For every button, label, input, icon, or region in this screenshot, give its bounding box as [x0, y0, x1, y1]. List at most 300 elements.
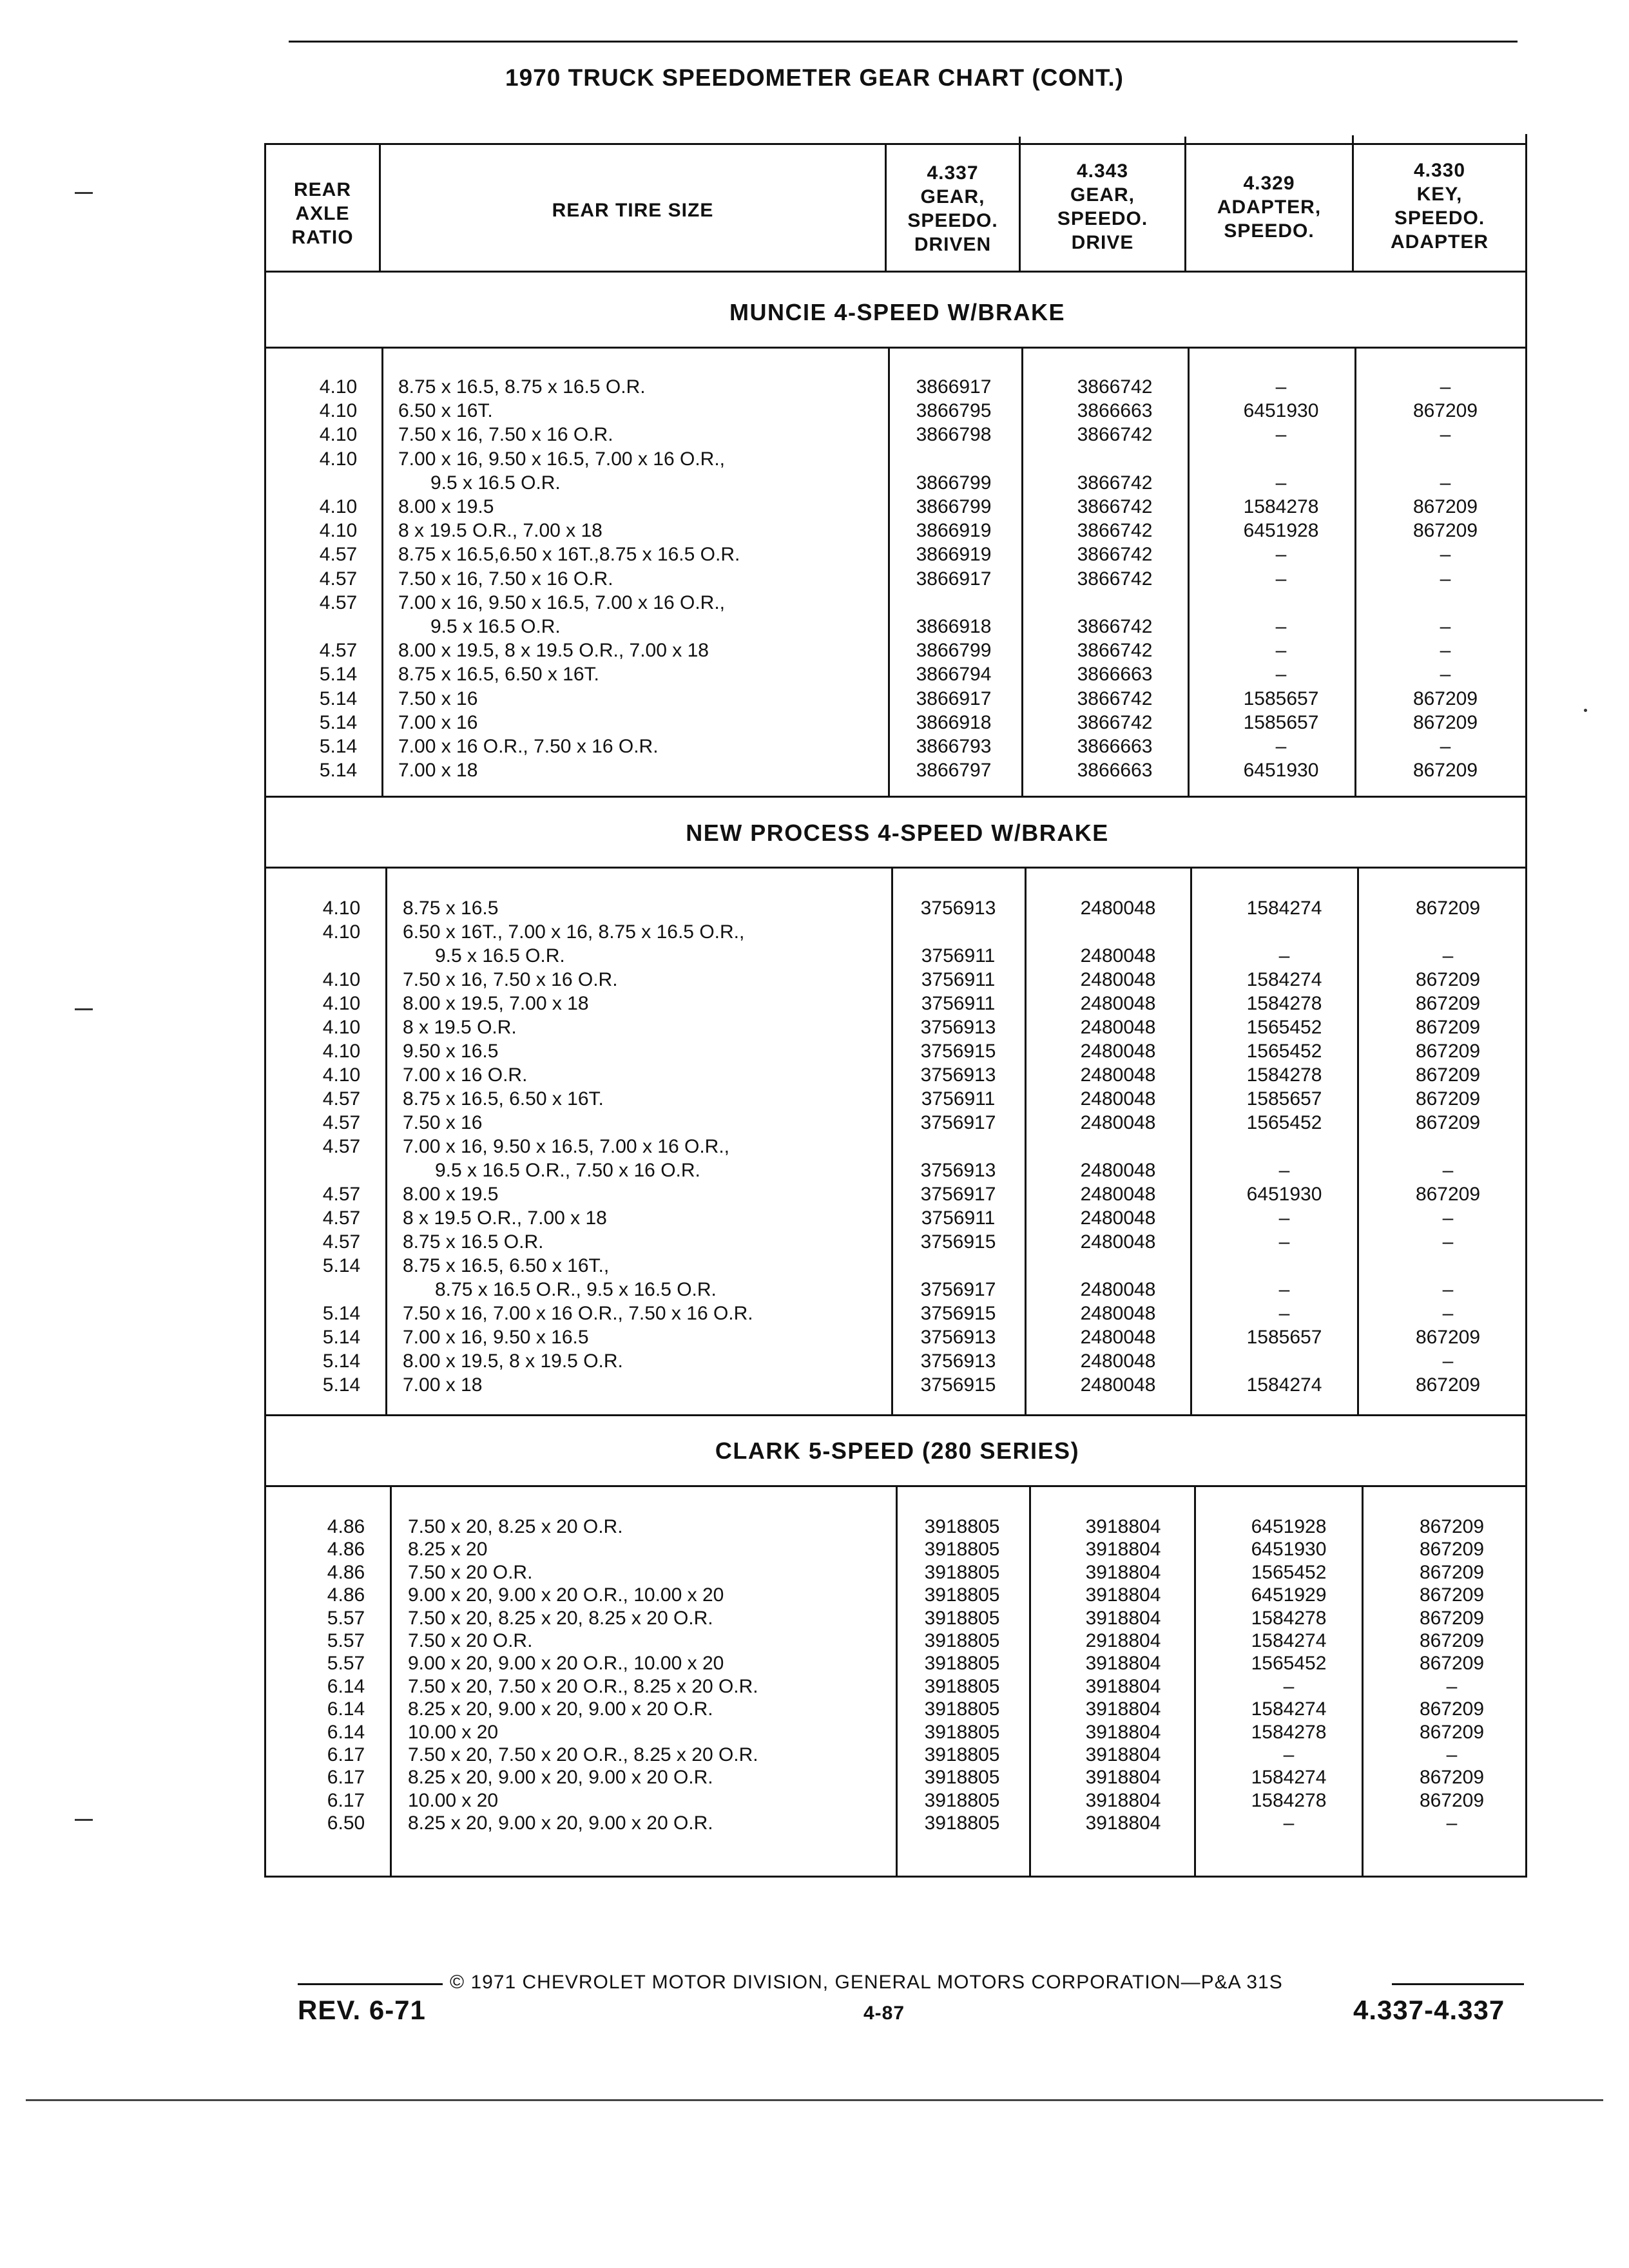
key-cell: – — [1440, 376, 1451, 398]
drive-gear-cell: 3866742 — [1077, 424, 1153, 446]
table-row — [0, 1182, 1629, 1206]
axle-ratio-cell: 5.14 — [322, 1255, 361, 1276]
tire-size-cell: 9.5 x 16.5 O.R. — [430, 472, 561, 494]
key-cell: – — [1440, 472, 1451, 494]
axle-ratio-cell: 5.14 — [322, 1374, 361, 1396]
axle-ratio-cell: 4.10 — [319, 448, 358, 470]
adapter-cell: 6451930 — [1243, 400, 1319, 422]
driven-gear-cell: 3866794 — [916, 664, 992, 686]
adapter-cell: – — [1278, 1303, 1290, 1324]
drive-gear-cell: 2480048 — [1080, 945, 1156, 966]
driven-gear-cell: 3918805 — [924, 1789, 1000, 1811]
table-row — [0, 1254, 1629, 1278]
col-header-line: REAR — [293, 179, 351, 200]
adapter-cell: 6451930 — [1246, 1184, 1322, 1205]
axle-ratio-cell: 4.10 — [322, 1017, 361, 1038]
driven-gear-cell: 3866918 — [916, 616, 992, 637]
table-row — [0, 896, 1629, 920]
key-cell: 867209 — [1419, 1630, 1485, 1651]
table-row — [0, 1537, 1629, 1561]
axle-ratio-cell: 6.17 — [327, 1789, 365, 1811]
drive-gear-cell: 2480048 — [1080, 1207, 1156, 1229]
adapter-cell: – — [1275, 424, 1287, 446]
driven-gear-cell: 3918805 — [924, 1767, 1000, 1789]
drive-gear-cell: 3918804 — [1085, 1675, 1161, 1697]
axle-ratio-cell: 4.10 — [319, 376, 358, 398]
key-cell: 867209 — [1415, 969, 1481, 990]
drive-gear-cell: 3918804 — [1085, 1516, 1161, 1537]
adapter-cell: 1584274 — [1251, 1767, 1327, 1789]
driven-gear-cell: 3756911 — [921, 1088, 996, 1110]
col-header-line: 4.343 — [1076, 160, 1129, 182]
table-row — [0, 1515, 1629, 1539]
drive-gear-cell: 3866742 — [1077, 711, 1153, 733]
axle-ratio-cell: 5.57 — [327, 1630, 365, 1651]
tire-size-cell: 7.00 x 16 O.R., 7.50 x 16 O.R. — [398, 736, 659, 757]
adapter-cell: 1584274 — [1251, 1698, 1327, 1720]
drive-gear-cell: 3918804 — [1085, 1744, 1161, 1765]
axle-ratio-cell: 4.10 — [319, 496, 358, 517]
adapter-cell: – — [1275, 664, 1287, 686]
adapter-cell: 1565452 — [1246, 1112, 1322, 1133]
drive-gear-cell: 3918804 — [1085, 1539, 1161, 1561]
tire-size-cell: 8.00 x 19.5, 7.00 x 18 — [403, 993, 589, 1014]
axle-ratio-cell: 4.57 — [322, 1184, 361, 1205]
axle-ratio-cell: 5.14 — [319, 664, 358, 686]
axle-ratio-cell: 5.14 — [319, 736, 358, 757]
tire-size-cell: 8.75 x 16.5 — [403, 898, 499, 919]
axle-ratio-cell: 5.14 — [322, 1303, 361, 1324]
tire-size-cell: 7.00 x 18 — [403, 1374, 483, 1396]
col-header-driven — [887, 161, 1019, 256]
key-cell: – — [1440, 640, 1451, 662]
tire-size-cell: 7.50 x 16 — [398, 687, 478, 709]
adapter-cell: – — [1275, 376, 1287, 398]
table-row — [0, 1302, 1629, 1325]
key-cell: – — [1440, 736, 1451, 757]
key-cell: – — [1446, 1812, 1458, 1834]
driven-gear-cell: 3756913 — [920, 1064, 996, 1086]
axle-ratio-cell: 4.57 — [322, 1231, 361, 1253]
driven-gear-cell: 3756913 — [920, 1160, 996, 1181]
key-cell: 867209 — [1415, 1017, 1481, 1038]
axle-ratio-cell: 5.14 — [319, 711, 358, 733]
key-cell: 867209 — [1415, 1064, 1481, 1086]
axle-ratio-cell: 5.57 — [327, 1607, 365, 1629]
driven-gear-cell: 3756915 — [920, 1231, 996, 1253]
adapter-cell: 1585657 — [1246, 1327, 1322, 1348]
table-row — [0, 447, 1629, 471]
tire-size-cell: 7.00 x 16, 9.50 x 16.5, 7.00 x 16 O.R., — [398, 591, 725, 613]
tire-size-cell: 7.50 x 20 O.R. — [408, 1630, 533, 1651]
col-header-line: GEAR, — [920, 186, 985, 207]
tire-size-cell: 7.50 x 20 O.R. — [408, 1561, 533, 1583]
table-row — [0, 735, 1629, 758]
table-top-border — [264, 143, 1527, 145]
drive-gear-cell: 2480048 — [1080, 1184, 1156, 1205]
adapter-cell: – — [1275, 472, 1287, 494]
col-header-line: 4.329 — [1243, 173, 1295, 194]
axle-ratio-cell: 6.14 — [327, 1675, 365, 1697]
table-row — [0, 1087, 1629, 1111]
col-header-tire — [381, 198, 885, 222]
driven-gear-cell: 3918805 — [924, 1653, 1000, 1675]
drive-gear-cell: 2918804 — [1085, 1630, 1161, 1651]
table-row — [0, 639, 1629, 662]
drive-gear-cell: 3918804 — [1085, 1561, 1161, 1583]
table-row — [0, 1697, 1629, 1721]
key-cell: 867209 — [1415, 1184, 1481, 1205]
adapter-cell: 1565452 — [1246, 1041, 1322, 1062]
key-cell: 867209 — [1419, 1721, 1485, 1743]
axle-ratio-cell: 5.14 — [319, 760, 358, 782]
axle-ratio-cell: 4.57 — [319, 591, 358, 613]
key-cell: 867209 — [1419, 1607, 1485, 1629]
drive-gear-cell: 3866742 — [1077, 640, 1153, 662]
axle-ratio-cell: 6.14 — [327, 1721, 365, 1743]
col-header-line: ADAPTER — [1390, 231, 1489, 253]
key-cell: – — [1440, 424, 1451, 446]
adapter-cell: – — [1283, 1675, 1295, 1697]
tire-size-cell: 7.00 x 16 O.R. — [403, 1064, 528, 1086]
table-row — [0, 944, 1629, 968]
drive-gear-cell: 2480048 — [1080, 1303, 1156, 1324]
drive-gear-cell: 2480048 — [1080, 1088, 1156, 1110]
table-row — [0, 1063, 1629, 1087]
adapter-cell: – — [1275, 616, 1287, 637]
axle-ratio-cell: 5.14 — [322, 1350, 361, 1372]
col-header-line: KEY, — [1416, 184, 1463, 205]
adapter-cell: 6451928 — [1251, 1516, 1327, 1537]
tire-size-cell: 7.00 x 18 — [398, 760, 478, 782]
driven-gear-cell: 3866799 — [916, 496, 992, 517]
key-cell: – — [1442, 1350, 1454, 1372]
driven-gear-cell: 3918805 — [924, 1698, 1000, 1720]
table-row — [0, 1135, 1629, 1158]
table-row — [0, 1583, 1629, 1607]
footer-copyright: © 1971 CHEVROLET MOTOR DIVISION, GENERAL MOTORS CORPORATION—P&A 31S — [450, 1972, 1283, 1993]
adapter-cell: 1584278 — [1246, 993, 1322, 1014]
axle-ratio-cell: 4.86 — [327, 1539, 365, 1561]
table-row — [0, 495, 1629, 519]
table-row — [0, 1765, 1629, 1789]
axle-ratio-cell: 4.86 — [327, 1561, 365, 1583]
drive-gear-cell: 2480048 — [1080, 1279, 1156, 1300]
col-header-line: GEAR, — [1070, 184, 1135, 206]
axle-ratio-cell: 4.57 — [322, 1207, 361, 1229]
drive-gear-cell: 3866742 — [1077, 544, 1153, 566]
table-row — [0, 687, 1629, 711]
adapter-cell: – — [1275, 736, 1287, 757]
table-row — [0, 1743, 1629, 1767]
table-row — [0, 968, 1629, 992]
col-header-ratio — [266, 178, 379, 249]
tire-size-cell: 8.75 x 16.5,6.50 x 16T.,8.75 x 16.5 O.R. — [398, 544, 740, 566]
table-row — [0, 1111, 1629, 1135]
col-header-line: DRIVE — [1071, 232, 1134, 253]
tire-size-cell: 8.00 x 19.5 — [398, 496, 494, 517]
key-cell: 867209 — [1412, 400, 1478, 422]
adapter-cell: – — [1275, 568, 1287, 590]
tire-size-cell: 8 x 19.5 O.R., 7.00 x 18 — [398, 520, 602, 542]
tire-size-cell: 7.00 x 16, 9.50 x 16.5 — [403, 1327, 589, 1348]
adapter-cell: 6451930 — [1251, 1539, 1327, 1561]
adapter-cell: 6451928 — [1243, 520, 1319, 542]
driven-gear-cell: 3918805 — [924, 1721, 1000, 1743]
driven-gear-cell: 3756913 — [920, 1017, 996, 1038]
table-row — [0, 1675, 1629, 1698]
table-row — [0, 758, 1629, 782]
driven-gear-cell: 3918805 — [924, 1561, 1000, 1583]
adapter-cell: 1585657 — [1243, 687, 1319, 709]
tire-size-cell: 8.75 x 16.5, 8.75 x 16.5 O.R. — [398, 376, 646, 398]
drive-gear-cell: 3866742 — [1077, 687, 1153, 709]
tire-size-cell: 10.00 x 20 — [408, 1789, 499, 1811]
col-header-line: 4.330 — [1413, 160, 1466, 181]
tire-size-cell: 9.00 x 20, 9.00 x 20 O.R., 10.00 x 20 — [408, 1653, 724, 1675]
key-cell: – — [1440, 664, 1451, 686]
tire-size-cell: 9.5 x 16.5 O.R. — [430, 616, 561, 637]
drive-gear-cell: 2480048 — [1080, 1112, 1156, 1133]
drive-gear-cell: 3918804 — [1085, 1607, 1161, 1629]
axle-ratio-cell: 4.10 — [322, 898, 361, 919]
key-cell: 867209 — [1419, 1789, 1485, 1811]
axle-ratio-cell: 5.14 — [322, 1327, 361, 1348]
drive-gear-cell: 2480048 — [1080, 1231, 1156, 1253]
key-cell: 867209 — [1412, 760, 1478, 782]
key-cell: 867209 — [1415, 1374, 1481, 1396]
drive-gear-cell: 2480048 — [1080, 898, 1156, 919]
adapter-cell: 1584278 — [1251, 1789, 1327, 1811]
drive-gear-cell: 3866742 — [1077, 520, 1153, 542]
axle-ratio-cell: 4.10 — [322, 969, 361, 990]
adapter-cell: 1585657 — [1246, 1088, 1322, 1110]
key-cell: 867209 — [1419, 1767, 1485, 1789]
key-cell: 867209 — [1415, 1327, 1481, 1348]
axle-ratio-cell: 4.57 — [319, 544, 358, 566]
driven-gear-cell: 3866919 — [916, 544, 992, 566]
footer-page-number: 4-87 — [863, 2003, 905, 2024]
adapter-cell: 1565452 — [1246, 1017, 1322, 1038]
key-cell: 867209 — [1419, 1653, 1485, 1675]
axle-ratio-cell: 6.17 — [327, 1744, 365, 1765]
adapter-cell: – — [1278, 1207, 1290, 1229]
table-row — [0, 567, 1629, 591]
drive-gear-cell: 3866742 — [1077, 496, 1153, 517]
adapter-cell: – — [1283, 1812, 1295, 1834]
table-row — [0, 1606, 1629, 1630]
driven-gear-cell: 3866799 — [916, 640, 992, 662]
drive-gear-cell: 2480048 — [1080, 1327, 1156, 1348]
table-row — [0, 1039, 1629, 1063]
drive-gear-cell: 2480048 — [1080, 993, 1156, 1014]
driven-gear-cell: 3756913 — [920, 898, 996, 919]
key-cell: 867209 — [1419, 1516, 1485, 1537]
table-row — [0, 1015, 1629, 1039]
bottom-rule — [26, 2099, 1603, 2101]
col-header-line: ADAPTER, — [1217, 197, 1322, 218]
table-row — [0, 615, 1629, 639]
tire-size-cell: 7.50 x 16 — [403, 1112, 483, 1133]
tire-size-cell: 9.5 x 16.5 O.R., 7.50 x 16 O.R. — [435, 1160, 700, 1181]
table-row — [0, 399, 1629, 423]
driven-gear-cell: 3866795 — [916, 400, 992, 422]
driven-gear-cell: 3756913 — [920, 1350, 996, 1372]
table-bottom-border — [264, 1876, 1527, 1878]
tire-size-cell: 8 x 19.5 O.R. — [403, 1017, 517, 1038]
axle-ratio-cell: 4.86 — [327, 1516, 365, 1537]
tire-size-cell: 7.50 x 16, 7.50 x 16 O.R. — [403, 969, 618, 990]
key-cell: – — [1442, 1207, 1454, 1229]
key-cell: 867209 — [1415, 898, 1481, 919]
adapter-cell: 1584278 — [1251, 1607, 1327, 1629]
adapter-cell: 1584278 — [1251, 1721, 1327, 1743]
key-cell: 867209 — [1415, 1112, 1481, 1133]
tire-size-cell: 7.50 x 20, 8.25 x 20, 8.25 x 20 O.R. — [408, 1607, 713, 1629]
tire-size-cell: 10.00 x 20 — [408, 1721, 499, 1743]
driven-gear-cell: 3866917 — [916, 568, 992, 590]
adapter-cell: 1565452 — [1251, 1653, 1327, 1675]
key-cell: – — [1442, 1303, 1454, 1324]
tire-size-cell: 8.25 x 20, 9.00 x 20, 9.00 x 20 O.R. — [408, 1698, 713, 1720]
axle-ratio-cell: 4.10 — [319, 424, 358, 446]
table-row — [0, 1206, 1629, 1230]
key-cell: 867209 — [1419, 1561, 1485, 1583]
col-header-line: 4.337 — [927, 162, 979, 184]
adapter-cell: – — [1275, 544, 1287, 566]
drive-gear-cell: 3866663 — [1077, 736, 1153, 757]
key-cell: – — [1446, 1744, 1458, 1765]
col-header-line: RATIO — [291, 227, 354, 248]
section-divider — [264, 347, 1527, 349]
drive-gear-cell: 3866663 — [1077, 760, 1153, 782]
drive-gear-cell: 2480048 — [1080, 1160, 1156, 1181]
table-row — [0, 1720, 1629, 1744]
driven-gear-cell: 3866797 — [916, 760, 992, 782]
tire-size-cell: 6.50 x 16T., 7.00 x 16, 8.75 x 16.5 O.R., — [403, 921, 745, 943]
table-row — [0, 662, 1629, 686]
axle-ratio-cell: 5.57 — [327, 1653, 365, 1675]
axle-ratio-cell: 4.86 — [327, 1584, 365, 1606]
col-header-adapter — [1186, 171, 1352, 243]
driven-gear-cell: 3918805 — [924, 1539, 1000, 1561]
table-row — [0, 1325, 1629, 1349]
drive-gear-cell: 3918804 — [1085, 1767, 1161, 1789]
tire-size-cell: 7.50 x 16, 7.00 x 16 O.R., 7.50 x 16 O.R. — [403, 1303, 753, 1324]
col-header-key — [1354, 159, 1525, 254]
key-cell: 867209 — [1419, 1539, 1485, 1561]
table-row — [0, 543, 1629, 566]
tire-size-cell: 8.75 x 16.5, 6.50 x 16T. — [403, 1088, 604, 1110]
tire-size-cell: 7.00 x 16, 9.50 x 16.5, 7.00 x 16 O.R., — [398, 448, 725, 470]
adapter-cell: – — [1283, 1744, 1295, 1765]
key-cell: – — [1440, 568, 1451, 590]
tire-size-cell: 8 x 19.5 O.R., 7.00 x 18 — [403, 1207, 607, 1229]
driven-gear-cell: 3866919 — [916, 520, 992, 542]
table-row — [0, 375, 1629, 399]
drive-gear-cell: 2480048 — [1080, 1350, 1156, 1372]
drive-gear-cell: 2480048 — [1080, 1041, 1156, 1062]
key-cell: – — [1446, 1675, 1458, 1697]
table-row — [0, 1230, 1629, 1254]
key-cell: – — [1442, 1160, 1454, 1181]
key-cell: – — [1442, 1279, 1454, 1300]
key-cell: 867209 — [1415, 1041, 1481, 1062]
axle-ratio-cell: 4.10 — [322, 993, 361, 1014]
footer-revision: REV. 6-71 — [298, 1995, 426, 2025]
key-cell: 867209 — [1412, 496, 1478, 517]
key-cell: – — [1440, 544, 1451, 566]
table-row — [0, 1373, 1629, 1397]
key-cell: 867209 — [1419, 1584, 1485, 1606]
driven-gear-cell: 3918805 — [924, 1630, 1000, 1651]
drive-gear-cell: 2480048 — [1080, 1374, 1156, 1396]
axle-ratio-cell: 6.14 — [327, 1698, 365, 1720]
tire-size-cell: 7.50 x 16, 7.50 x 16 O.R. — [398, 568, 613, 590]
adapter-cell: 1584274 — [1246, 898, 1322, 919]
key-cell: 867209 — [1412, 520, 1478, 542]
table-row — [0, 920, 1629, 944]
tire-size-cell: 7.50 x 20, 7.50 x 20 O.R., 8.25 x 20 O.R. — [408, 1675, 758, 1697]
table-row — [0, 1158, 1629, 1182]
axle-ratio-cell: 4.57 — [319, 640, 358, 662]
axle-ratio-cell: 6.17 — [327, 1767, 365, 1789]
col-header-line: SPEEDO. — [1394, 207, 1485, 229]
adapter-cell: – — [1278, 1160, 1290, 1181]
drive-gear-cell: 3866742 — [1077, 616, 1153, 637]
driven-gear-cell: 3756915 — [920, 1374, 996, 1396]
axle-ratio-cell: 4.10 — [319, 400, 358, 422]
section-divider — [264, 796, 1527, 798]
driven-gear-cell: 3866917 — [916, 687, 992, 709]
table-row — [0, 471, 1629, 495]
drive-gear-cell: 2480048 — [1080, 1017, 1156, 1038]
top-rule — [289, 41, 1518, 43]
drive-gear-cell: 3866663 — [1077, 400, 1153, 422]
tire-size-cell: 9.5 x 16.5 O.R. — [435, 945, 565, 966]
adapter-cell: 6451930 — [1243, 760, 1319, 782]
driven-gear-cell: 3918805 — [924, 1812, 1000, 1834]
adapter-cell: – — [1278, 1279, 1290, 1300]
axle-ratio-cell: 4.57 — [319, 568, 358, 590]
section-divider — [264, 867, 1527, 869]
footer-section-number: 4.337-4.337 — [1353, 1995, 1505, 2025]
axle-ratio-cell: 4.10 — [319, 520, 358, 542]
table-row — [0, 1651, 1629, 1675]
tire-size-cell: 8.00 x 19.5, 8 x 19.5 O.R. — [403, 1350, 623, 1372]
tire-size-cell: 8.75 x 16.5, 6.50 x 16T. — [398, 664, 599, 686]
section-title: CLARK 5-SPEED (280 SERIES) — [715, 1437, 1080, 1464]
drive-gear-cell: 3866742 — [1077, 376, 1153, 398]
col-header-drive — [1021, 159, 1184, 255]
driven-gear-cell: 3756917 — [920, 1279, 996, 1300]
driven-gear-cell: 3918805 — [924, 1516, 1000, 1537]
adapter-cell: – — [1278, 1231, 1290, 1253]
adapter-cell: 1584274 — [1251, 1630, 1327, 1651]
drive-gear-cell: 3918804 — [1085, 1812, 1161, 1834]
tire-size-cell: 9.50 x 16.5 — [403, 1041, 499, 1062]
key-cell: 867209 — [1419, 1698, 1485, 1720]
tire-size-cell: 8.00 x 19.5 — [403, 1184, 499, 1205]
table-row — [0, 519, 1629, 543]
key-cell: – — [1442, 1231, 1454, 1253]
drive-gear-cell: 3918804 — [1085, 1584, 1161, 1606]
driven-gear-cell: 3756911 — [921, 1207, 996, 1229]
driven-gear-cell: 3756915 — [920, 1303, 996, 1324]
section-divider — [264, 1414, 1527, 1416]
driven-gear-cell: 3866917 — [916, 376, 992, 398]
tire-size-cell: 8.25 x 20 — [408, 1539, 488, 1561]
